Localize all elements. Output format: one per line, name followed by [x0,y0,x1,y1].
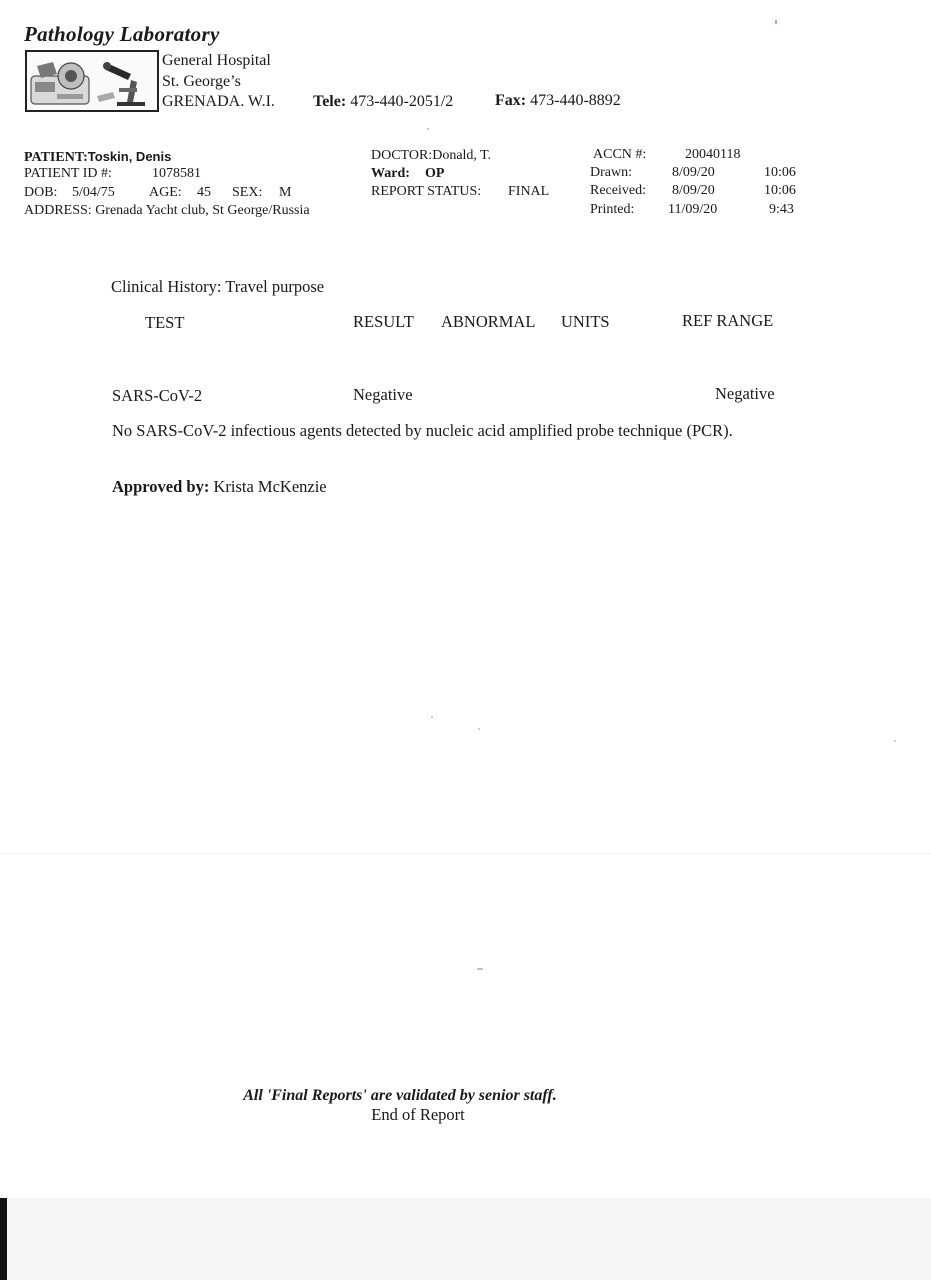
fax-label: Fax: [495,92,527,109]
result-comment: No SARS-CoV-2 infectious agents detected by nucleic acid amplified probe technique (PCR). [112,421,733,440]
scan-speck [894,740,896,742]
ward-label: Ward: [371,166,410,181]
received-date: 8/09/20 [672,183,715,198]
header-units: UNITS [561,312,610,331]
patient-dob: 5/04/75 [72,185,115,200]
received-label: Received: [590,183,646,198]
row-ref-range: Negative [715,384,775,403]
scan-edge-shadow [0,1198,7,1280]
doctor-name: Donald, T. [432,148,492,163]
received-time: 10:06 [764,183,796,198]
hospital-city: St. George’s [162,73,241,90]
drawn-date: 8/09/20 [672,165,715,180]
row-result: Negative [353,385,413,404]
report-status: FINAL [508,184,550,199]
header-ref-range: REF RANGE [682,311,774,330]
report-status-label: REPORT STATUS: [371,184,482,199]
patient-name: Toskin, Denis [87,149,172,164]
patient-address-label: ADDRESS: [24,203,92,218]
tele-contact [313,93,453,111]
approval-row [112,477,327,497]
hospital-country: GRENADA. W.I. [162,93,275,110]
validation-note: All 'Final Reports' are validated by senior staff. [243,1087,557,1104]
clinical-history: Clinical History: Travel purpose [111,277,325,296]
end-of-report: End of Report [371,1105,465,1124]
ward-value: OP [425,166,445,181]
drawn-label: Drawn: [590,165,632,180]
approval-label: Approved by: [112,477,210,496]
row-test: SARS-CoV-2 [112,386,203,405]
lab-title: Pathology Laboratory [24,22,220,46]
doctor-label: DOCTOR: [371,148,433,163]
header-result: RESULT [353,312,414,331]
approver-name: Krista McKenzie [213,477,327,496]
accn-label: ACCN #: [593,147,647,162]
patient-dob-label: DOB: [24,185,58,200]
drawn-time: 10:06 [764,165,796,180]
lab-logo [25,50,159,112]
printed-date: 11/09/20 [668,202,718,217]
tele-label: Tele: [313,93,347,110]
scan-speck [477,968,483,970]
doctor-row [371,148,491,164]
patient-sex: M [279,185,292,200]
patient-id-label: PATIENT ID #: [24,166,112,181]
tele-number: 473-440-2051/2 [350,93,454,110]
header-abnormal: ABNORMAL [441,312,536,331]
patient-id: 1078581 [152,166,201,181]
laboratory-equipment-icon [27,52,157,110]
accn-number: 20040118 [685,147,741,162]
patient-age: 45 [197,185,211,200]
patient-age-label: AGE: [149,185,182,200]
scan-bottom-strip [0,1198,931,1280]
patient-address-row [24,203,310,219]
scan-speck [478,728,480,730]
fax-contact [495,92,621,110]
hospital-name: General Hospital [162,52,271,69]
patient-address: Grenada Yacht club, St George/Russia [95,203,310,218]
patient-sex-label: SEX: [232,185,263,200]
header-test: TEST [145,313,185,332]
printed-time: 9:43 [769,202,794,217]
scan-speck [775,20,777,24]
fax-number: 473-440-8892 [530,92,621,109]
paper-fold-line [0,853,931,854]
patient-name-label: PATIENT: [24,150,88,165]
patient-name-row [24,149,171,166]
scan-speck [427,128,429,130]
printed-label: Printed: [590,202,635,217]
scan-speck [431,716,433,718]
